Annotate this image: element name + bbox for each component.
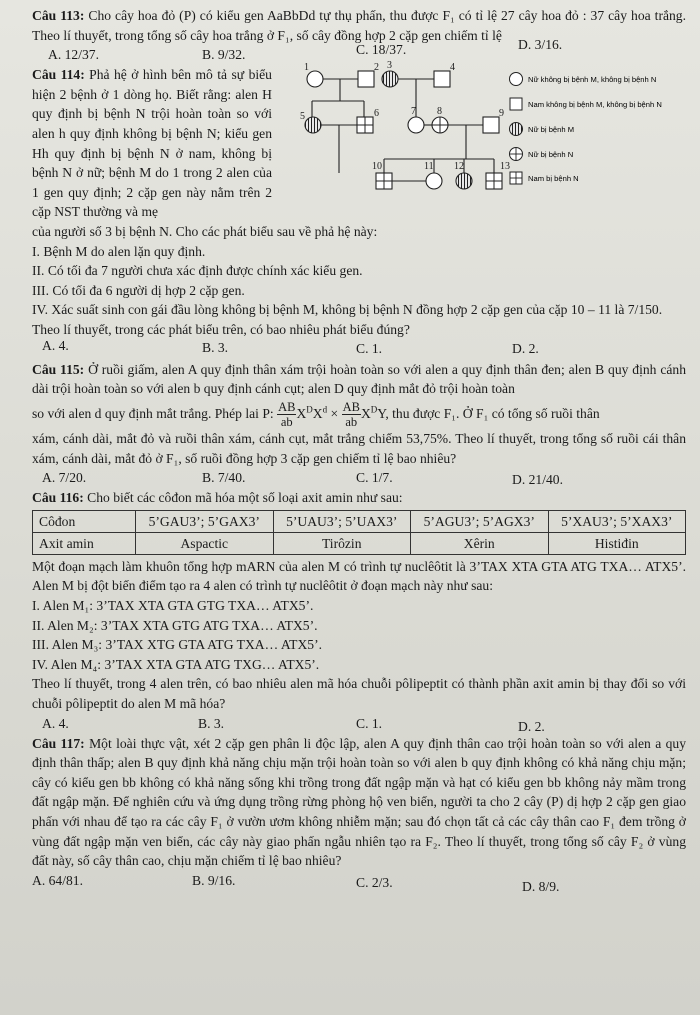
q116-allele-3: III. Alen M₃: 3’TAX XTG GTA ATG TXA… ATX5’.: [32, 637, 323, 653]
pedigree-num-12: 12: [454, 161, 464, 173]
q115-option-b[interactable]: B. 7/40.: [202, 470, 246, 486]
q114-label: Câu 114:: [32, 67, 85, 83]
q115-stem: [32, 360, 686, 399]
q116-label: Câu 116:: [32, 490, 84, 506]
person-7: [408, 117, 424, 133]
q117-stem: [32, 734, 686, 871]
pedigree-num-7: 7: [411, 106, 416, 118]
q113-option-a[interactable]: A. 12/37.: [48, 47, 99, 63]
pedigree-num-4: 4: [450, 62, 455, 74]
q116-option-d[interactable]: D. 2.: [518, 718, 545, 734]
q117-option-b[interactable]: B. 9/16.: [192, 872, 236, 888]
q117-label: Câu 117:: [32, 735, 85, 751]
person-2: [358, 71, 374, 87]
q116-option-a[interactable]: A. 4.: [42, 715, 69, 731]
codon-table: [32, 510, 686, 555]
legend-1: Nữ không bị bệnh M, không bị bệnh N: [528, 75, 657, 85]
person-3: [382, 71, 398, 87]
q114-option-d[interactable]: D. 2.: [512, 340, 539, 356]
q116-option-c[interactable]: C. 1.: [356, 715, 383, 731]
q115-option-a[interactable]: A. 7/20.: [42, 470, 87, 486]
q115-options: [32, 468, 686, 488]
person-12: [456, 173, 472, 189]
q117-option-d[interactable]: D. 8/9.: [522, 878, 560, 894]
amino-acid-cell-1: Aspactic: [136, 532, 274, 554]
legend-4: Nữ bị bệnh N: [528, 150, 574, 160]
q115-cross: so với alen d quy định mắt trắng. Phép lai P: $\frac{AB}{ab}$ $X^DX^d$ × $\frac{AB}{ab}$ $X^DY$, thu được F₁. Ở F₁ có tổng số ruồi thân: [32, 400, 600, 430]
q115-label: Câu 115:: [32, 361, 85, 377]
pedigree-num-3: 3: [387, 61, 392, 72]
codon-cell-2: 5’UAU3’; 5’UAX3’: [273, 510, 411, 532]
q113-option-c[interactable]: C. 18/37.: [356, 42, 407, 58]
codon-cell-1: 5’GAU3’; 5’GAX3’: [136, 510, 274, 532]
legend-3: Nữ bị bệnh M: [528, 125, 575, 135]
q113-option-d[interactable]: D. 3/16.: [518, 37, 563, 53]
table-row: [33, 510, 686, 532]
q113-text: Cho cây hoa đỏ (P) có kiểu gen AaBbDd tự thụ phấn, thu được F₁ có tỉ lệ 27 cây hoa đỏ : 37 cây hoa trắng. Theo lí thuyết, trong tổng số cây hoa trắng ở F₁, số cây đồng hợp 2 cặp gen chiếm tỉ lệ: [32, 8, 686, 43]
pedigree-num-13: 13: [500, 161, 510, 173]
q117-text: Một loài thực vật, xét 2 cặp gen phân li độc lập, alen A quy định thân cao trội hoàn toàn so với alen a quy định thân thấp; alen B quy định khả năng chịu mặn trội hoàn toàn so với alen b quy định không có khả năng chịu mặn; cây có kiểu gen bb không có khả năng sống khi trồng trong đất ngập mặn và hạt có kiểu gen bb không nảy mầm trong đất ngập mặn. Để nghiên cứu và ứng dụng trồng rừng phòng hộ ven biển, người ta cho 2 cây (P) dị hợp 2 cặp gen giao phấn với nhau để tạo ra các cây F₁ ở vườn ươm không nhiễm mặn; sau đó chọn tất cả các cây thân cao F₁ đem trồng ở vùng đất ngập mặn ven biển, các cây này giao phấn ngẫu nhiên tạo ra F₂. Theo lí thuyết, trong tổng số cây F₂ ở vùng đất này, số cây thân cao, chịu mặn chiếm tỉ lệ bao nhiêu?: [32, 735, 686, 869]
q115-text2b: , thu được F₁. Ở F₁ có tổng số ruồi thân: [385, 405, 600, 421]
q117-option-c[interactable]: C. 2/3.: [356, 874, 393, 890]
q114-statement-1: I. Bệnh M do alen lặn quy định.: [32, 243, 206, 259]
q116-paragraph: Một đoạn mạch làm khuôn tổng hợp mARN của alen M có trình tự nuclêôtit là 3’TAX XTA GTA ATG TXA… ATX5’. Alen M bị đột biến điểm tạo ra 4 alen có trình tự nuclêôtit ở đoạn mạch này như sau:: [32, 558, 686, 594]
person-11: [426, 173, 442, 189]
q116-question: Theo lí thuyết, trong 4 alen trên, có bao nhiêu alen mã hóa chuỗi pôlipeptit có thành phần axit amin bị thay đổi so với chuỗi pôlipeptit do alen M mã hóa?: [32, 676, 686, 711]
genotype-fraction-1: $\frac{AB}{ab}$: [278, 400, 296, 430]
pedigree-num-9: 9: [499, 108, 504, 120]
q114-option-a[interactable]: A. 4.: [42, 337, 69, 353]
q116-stem: [32, 488, 686, 508]
table-row: [33, 532, 686, 554]
q117-option-a[interactable]: A. 64/81.: [32, 872, 83, 888]
pedigree-num-6: 6: [374, 108, 379, 120]
q117-options: [32, 871, 686, 894]
q115-text1: Ở ruồi giấm, alen A quy định thân xám trội hoàn toàn so với alen a quy định thân đen; alen B quy định cánh dài trội hoàn toàn so với alen b quy định cánh cụt; alen D quy định mắt đỏ trội hoàn toàn: [32, 361, 686, 397]
q114-option-b[interactable]: B. 3.: [202, 339, 229, 355]
q113-option-b[interactable]: B. 9/32.: [202, 47, 246, 63]
pedigree-num-2: 2: [374, 62, 379, 74]
pedigree-num-11: 11: [424, 161, 434, 173]
person-4: [434, 71, 450, 87]
q115-text3: xám, cánh dài, mắt đỏ và ruồi thân xám, cánh cụt, mắt trắng chiếm 53,75%. Theo lí thuyết, trong tổng số ruồi cái thân xám, cánh dài, mắt đỏ ở F₁, số ruồi đồng hợp 3 cặp gen chiếm tỉ lệ bao nhiêu?: [32, 431, 686, 466]
q114-option-c[interactable]: C. 1.: [356, 340, 383, 356]
pedigree-num-10: 10: [372, 161, 382, 173]
q116-allele-1: I. Alen M₁: 3’TAX XTA GTA GTG TXA… ATX5’.: [32, 598, 314, 614]
q114-stem: [32, 65, 272, 222]
pedigree-num-8: 8: [437, 106, 442, 118]
q115-text2a: so với alen d quy định mắt trắng. Phép lai P:: [32, 405, 274, 421]
amino-acid-cell-3: Xêrin: [411, 532, 549, 554]
amino-acid-cell-4: Histiđin: [548, 532, 686, 554]
q116-allele-4: IV. Alen M₄: 3’TAX XTA GTA ATG TXG… ATX5’.: [32, 656, 320, 672]
q115-option-d[interactable]: D. 21/40.: [512, 472, 563, 488]
person-5: [305, 117, 321, 133]
q114-block: [32, 61, 686, 222]
pedigree-num-1: 1: [304, 62, 309, 74]
codon-cell-4: 5’XAU3’; 5’XAX3’: [548, 510, 686, 532]
q116-options: [32, 714, 686, 734]
q115-option-c[interactable]: C. 1/7.: [356, 470, 393, 486]
q114-statement-2: II. Có tối đa 7 người chưa xác định được chính xác kiểu gen.: [32, 263, 363, 279]
amino-acid-cell-2: Tirôzin: [273, 532, 411, 554]
genotype-fraction-2: $\frac{AB}{ab}$: [342, 400, 360, 430]
legend-5: Nam bị bệnh N: [528, 174, 579, 184]
q114-question: Theo lí thuyết, trong các phát biểu trên, có bao nhiêu phát biểu đúng?: [32, 321, 410, 337]
codon-cell-3: 5’AGU3’; 5’AGX3’: [411, 510, 549, 532]
pedigree-num-5: 5: [300, 111, 305, 123]
q113-label: Câu 113:: [32, 8, 85, 23]
pedigree-legend: [510, 73, 662, 185]
q114-options: [32, 337, 686, 360]
q116-allele-2: II. Alen M₂: 3’TAX XTA GTG ATG TXA… ATX5’.: [32, 617, 318, 633]
q114-statement-3: III. Có tối đa 6 người dị hợp 2 cặp gen.: [32, 282, 245, 298]
pedigree-diagram: [274, 61, 699, 221]
q116-text: Cho biết các côđon mã hóa một số loại axit amin như sau:: [83, 490, 403, 506]
person-1: [307, 71, 323, 87]
q114-statement-4: IV. Xác suất sinh con gái đầu lòng không bị bệnh M, không bị bệnh N đồng hợp 2 cặp gen của cặp 10 – 11 là 7/150.: [32, 302, 663, 318]
q116-option-b[interactable]: B. 3.: [198, 715, 225, 731]
legend-2: Nam không bị bệnh M, không bị bệnh N: [528, 100, 662, 110]
person-9: [483, 117, 499, 133]
amino-acid-header: Axit amin: [33, 532, 136, 554]
q114-text: Phả hệ ở hình bên mô tả sự biểu hiện 2 bệnh ở 1 dòng họ. Biết rằng: alen H quy định bị bệnh N trội hoàn toàn so với alen h quy định không bị bệnh N; kiểu gen Hh quy định bị bệnh N ở nam, không bị bệnh N ở nữ; bệnh M do 1 trong 2 alen của 1 gen quy định; 2 cặp gen này nằm trên 2 cặp NST thường và mẹ: [32, 67, 272, 220]
q114-text2: của người số 3 bị bệnh N. Cho các phát biểu sau về phả hệ này:: [32, 223, 378, 239]
codon-header: Côđon: [33, 510, 136, 532]
